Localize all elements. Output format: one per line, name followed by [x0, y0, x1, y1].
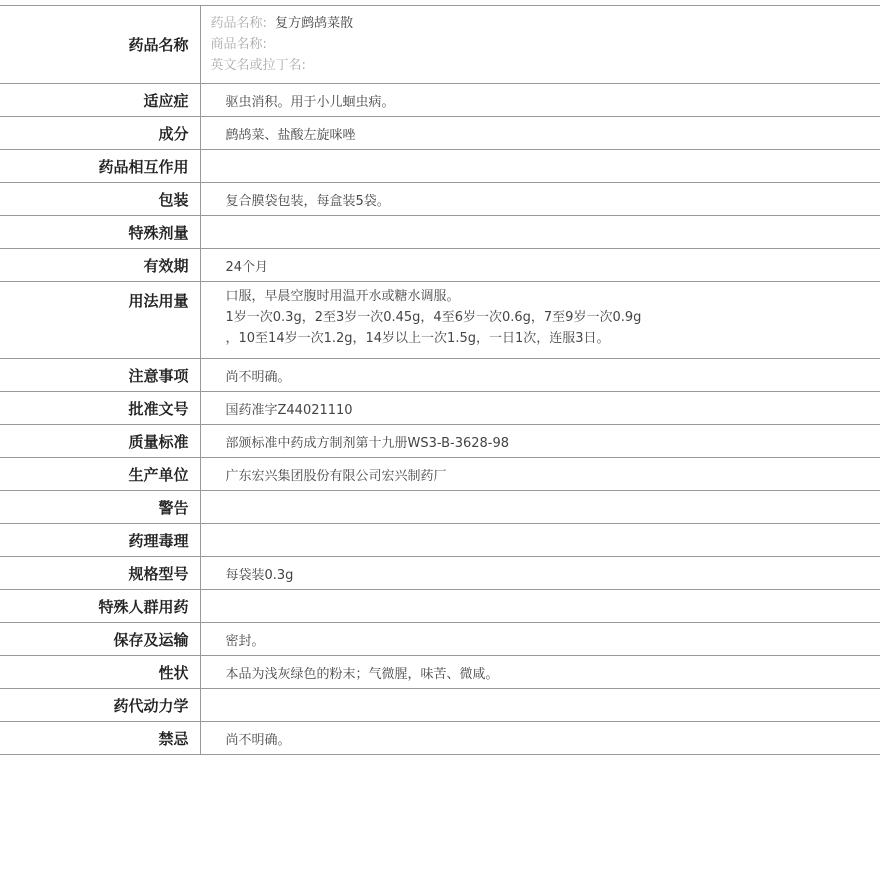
row-label: 特殊人群用药 [0, 590, 200, 623]
row-value [200, 524, 880, 557]
row-value [200, 590, 880, 623]
row-label: 有效期 [0, 249, 200, 282]
table-row-interactions [0, 150, 880, 183]
row-label: 包装 [0, 183, 200, 216]
row-value [200, 491, 880, 524]
table-row-ingredients [0, 117, 880, 150]
table-row-specification [0, 557, 880, 590]
table-row-shelf-life [0, 249, 880, 282]
table-row-storage [0, 623, 880, 656]
row-label: 规格型号 [0, 557, 200, 590]
row-label: 药品相互作用 [0, 150, 200, 183]
row-value [200, 689, 880, 722]
table-row-pharmacokinetics [0, 689, 880, 722]
table-row-special-dosage [0, 216, 880, 249]
trade-name-line [211, 34, 880, 55]
usage-line: ，10至14岁一次1.2g，14岁以上一次1.5g，一日1次，连服3日。 [225, 331, 610, 346]
row-label: 生产单位 [0, 458, 200, 491]
table-row-approval-number [0, 392, 880, 425]
trade-name-key: 商品名称: [210, 37, 267, 52]
row-label: 药代动力学 [0, 689, 200, 722]
usage-line: 1岁一次0.3g，2至3岁一次0.45g，4至6岁一次0.6g，7至9岁一次0.9g [225, 310, 642, 325]
row-value: 本品为浅灰绿色的粉末；气微腥，味苦、微咸。 [200, 656, 880, 689]
table-row-warning [0, 491, 880, 524]
row-label: 质量标准 [0, 425, 200, 458]
row-label: 适应症 [0, 84, 200, 117]
table-row-quality-standard [0, 425, 880, 458]
drug-name-value: 复方鹧鸪菜散 [275, 16, 354, 31]
row-value [200, 150, 880, 183]
table-row-special-populations [0, 590, 880, 623]
row-value [200, 216, 880, 249]
row-value: 复合膜袋包装，每盒装5袋。 [200, 183, 880, 216]
row-label: 药品名称 [0, 6, 200, 84]
latin-name-key: 英文名或拉丁名: [210, 58, 306, 73]
row-value: 尚不明确。 [200, 722, 880, 755]
row-value: 驱虫消积。用于小儿蛔虫病。 [200, 84, 880, 117]
row-value: 密封。 [200, 623, 880, 656]
table-row-indications [0, 84, 880, 117]
table-row-packaging [0, 183, 880, 216]
drug-name-cell [200, 6, 880, 84]
table-row-precautions [0, 359, 880, 392]
row-label: 保存及运输 [0, 623, 200, 656]
row-label: 成分 [0, 117, 200, 150]
table-row-description [0, 656, 880, 689]
row-label: 警告 [0, 491, 200, 524]
table-row-contraindications [0, 722, 880, 755]
table-row-drug-name [0, 6, 880, 84]
row-label: 批准文号 [0, 392, 200, 425]
row-value: 尚不明确。 [200, 359, 880, 392]
table-row-pharmacology [0, 524, 880, 557]
row-value: 每袋装0.3g [200, 557, 880, 590]
row-value: 24个月 [200, 249, 880, 282]
table-row-manufacturer [0, 458, 880, 491]
row-value: 鹧鸪菜、盐酸左旋咪唑 [200, 117, 880, 150]
usage-cell [200, 282, 880, 359]
drug-name-line [211, 13, 880, 34]
row-value: 部颁标准中药成方制剂第十九册WS3-B-3628-98 [200, 425, 880, 458]
row-label: 禁忌 [0, 722, 200, 755]
drug-name-key: 药品名称: [210, 16, 267, 31]
row-label: 特殊剂量 [0, 216, 200, 249]
table-row-usage [0, 282, 880, 359]
row-value: 广东宏兴集团股份有限公司宏兴制药厂 [200, 458, 880, 491]
row-value: 国药准字Z44021110 [200, 392, 880, 425]
row-label: 注意事项 [0, 359, 200, 392]
row-label: 用法用量 [0, 282, 200, 359]
row-label: 性状 [0, 656, 200, 689]
drug-spec-table [0, 5, 880, 755]
usage-line: 口服，早晨空腹时用温开水或糖水调服。 [225, 289, 460, 304]
row-label: 药理毒理 [0, 524, 200, 557]
latin-name-line [211, 55, 880, 76]
